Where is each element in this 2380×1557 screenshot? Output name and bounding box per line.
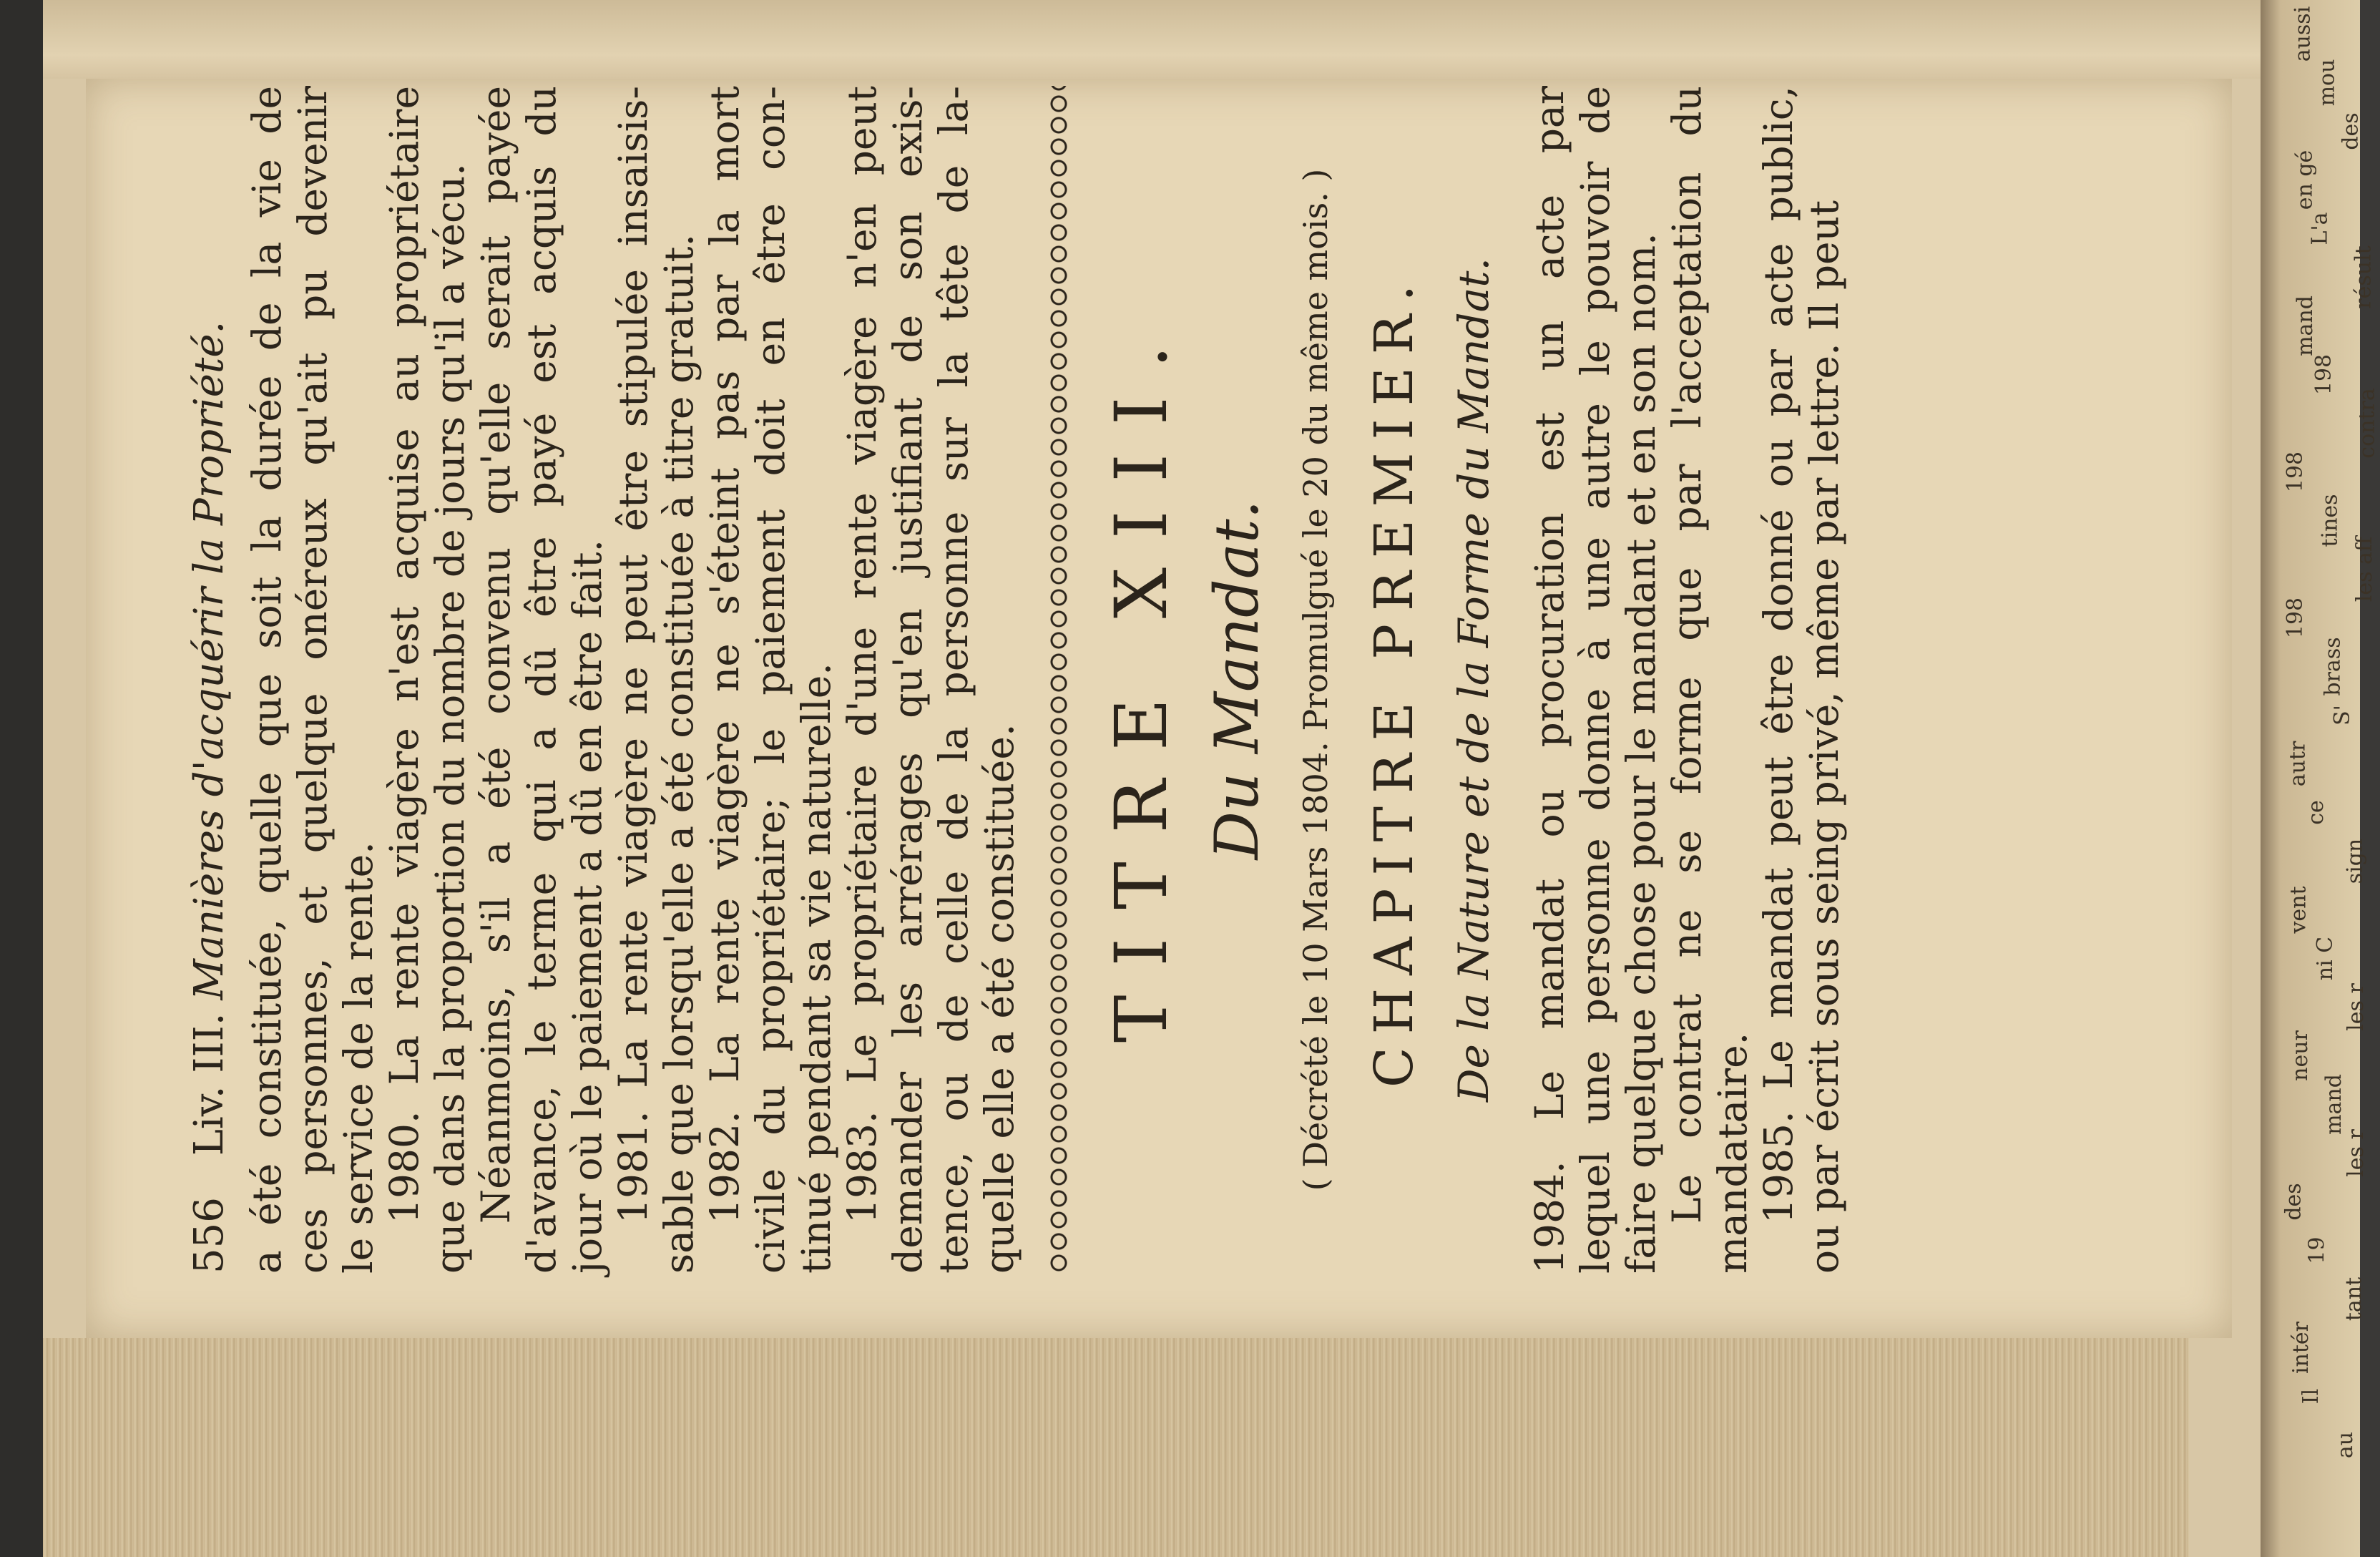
facing-page-fragment: vent bbox=[2286, 886, 2311, 934]
text-line: quelle elle a été constituée. bbox=[976, 723, 1022, 1274]
text-line: Néanmoins, s'il a été convenu qu'elle serait payée bbox=[473, 86, 519, 1224]
text-line: faire quelque chose pour le mandant et en son nom. bbox=[1618, 233, 1664, 1274]
facing-page-fragment: ni C bbox=[2313, 936, 2339, 981]
text-line: 1981. La rente viagère ne peut être stipulée insaisis- bbox=[610, 86, 656, 1224]
facing-page-fragment: aussi bbox=[2290, 6, 2316, 62]
text-line: d'avance, le terme qui a dû être payé est acquis du bbox=[519, 86, 564, 1274]
page-number: 556 bbox=[186, 1197, 232, 1274]
facing-page-fragment: des bbox=[2281, 1183, 2306, 1221]
text-line: lequel une personne donne à une autre le pouvoir de bbox=[1572, 86, 1618, 1274]
text-line: sable que lorsqu'elle a été constituée à titre gratuit. bbox=[656, 234, 702, 1274]
page-text bbox=[186, 86, 2289, 1274]
facing-page-fragment: au bbox=[2333, 1431, 2359, 1459]
facing-page-fragment: ce bbox=[2303, 800, 2328, 825]
facing-page-fragment: résult bbox=[2351, 245, 2376, 309]
text-line: jour où le paiement a dû en être fait. bbox=[564, 540, 610, 1274]
text-line: 1980. La rente viagère n'est acquise au propriétaire bbox=[381, 86, 427, 1224]
text-line: civile du propriétaire; le paiement doit en être con- bbox=[748, 86, 793, 1274]
text-line: a été constituée, quelle que soit la durée de la vie de bbox=[244, 86, 290, 1274]
text-line: tence, ou de celle de la personne sur la tête de la- bbox=[931, 86, 976, 1274]
text-line: 1982. La rente viagère ne s'éteint pas par la mort bbox=[702, 86, 748, 1224]
text-line: que dans la proportion du nombre de jours qu'il a vécu. bbox=[427, 163, 473, 1274]
facing-page-fragment: intér bbox=[2288, 1321, 2314, 1375]
facing-page-fragment: 198 bbox=[2283, 597, 2308, 639]
facing-page-fragment: neur bbox=[2287, 1030, 2313, 1081]
facing-page-fragment: mand bbox=[2321, 1074, 2346, 1135]
facing-page-fragment: sign bbox=[2342, 838, 2368, 884]
facing-page-fragment: les aff bbox=[2352, 536, 2378, 602]
text-line: Le contrat ne se forme que par l'acceptation du bbox=[1664, 86, 1710, 1224]
facing-page-fragment: 198 bbox=[2283, 451, 2308, 493]
text-line: ou par écrit sous seing privé, même par lettre. Il peut bbox=[1801, 200, 1847, 1274]
facing-page-fragment: en gé bbox=[2292, 150, 2318, 210]
chapter-heading: CHAPITRE PREMIER. bbox=[1363, 271, 1425, 1088]
facing-page-fragment: S' bbox=[2329, 705, 2355, 726]
running-title: Manières d'acquérir la Propriété. bbox=[186, 321, 232, 1000]
decorative-rule bbox=[1047, 86, 1071, 1274]
articles-bottom bbox=[1527, 86, 1847, 1274]
book-label: Liv. III. bbox=[186, 1012, 232, 1156]
decree-note: ( Décrété le 10 Mars 1804. Promulgué le 20 du même mois. ) bbox=[1296, 168, 1335, 1191]
facing-page-fragment: L'a bbox=[2307, 212, 2333, 245]
page-edges bbox=[43, 1338, 2189, 1557]
facing-page-fragment: les r bbox=[2343, 1129, 2369, 1177]
text-line: 1985. Le mandat peut être donné ou par acte public, bbox=[1755, 86, 1801, 1224]
titre-subtitle: Du Mandat. bbox=[1202, 499, 1272, 860]
facing-page-fragment: autr bbox=[2285, 741, 2311, 787]
facing-page-fragment: tines bbox=[2317, 494, 2343, 547]
facing-page-fragment: tant bbox=[2341, 1277, 2367, 1322]
facing-page-fragment: Il bbox=[2298, 1388, 2324, 1405]
facing-page-fragment: 19 bbox=[2304, 1236, 2330, 1264]
facing-page-fragment: contra bbox=[2354, 388, 2380, 459]
facing-page-fragment: mou bbox=[2314, 59, 2340, 107]
facing-page-fragment: brass bbox=[2320, 637, 2346, 696]
running-header bbox=[186, 86, 232, 1274]
facing-page-fragment: les r bbox=[2343, 983, 2369, 1031]
articles-top bbox=[244, 86, 1022, 1274]
titre-heading: TITRE XIII. bbox=[1100, 316, 1183, 1043]
facing-page-fragment: des bbox=[2338, 112, 2364, 150]
page-gutter bbox=[43, 0, 2261, 79]
facing-page-fragment: 198 bbox=[2311, 353, 2337, 396]
text-line: 1983. Le propriétaire d'une rente viagère n'en peut bbox=[839, 86, 885, 1224]
text-line: le service de la rente. bbox=[336, 841, 381, 1274]
text-line: mandataire. bbox=[1710, 1032, 1755, 1274]
text-line: tinué pendant sa vie naturelle. bbox=[793, 663, 839, 1274]
text-line: ces personnes, et quelque onéreux qu'ait pu devenir bbox=[290, 86, 336, 1274]
facing-page-fragment: mand bbox=[2292, 296, 2318, 356]
text-line: 1984. Le mandat ou procuration est un acte par bbox=[1527, 86, 1572, 1274]
text-line: demander les arrérages qu'en justifiant de son exis- bbox=[885, 86, 931, 1274]
chapter-subtitle: De la Nature et de la Forme du Mandat. bbox=[1449, 258, 1498, 1102]
